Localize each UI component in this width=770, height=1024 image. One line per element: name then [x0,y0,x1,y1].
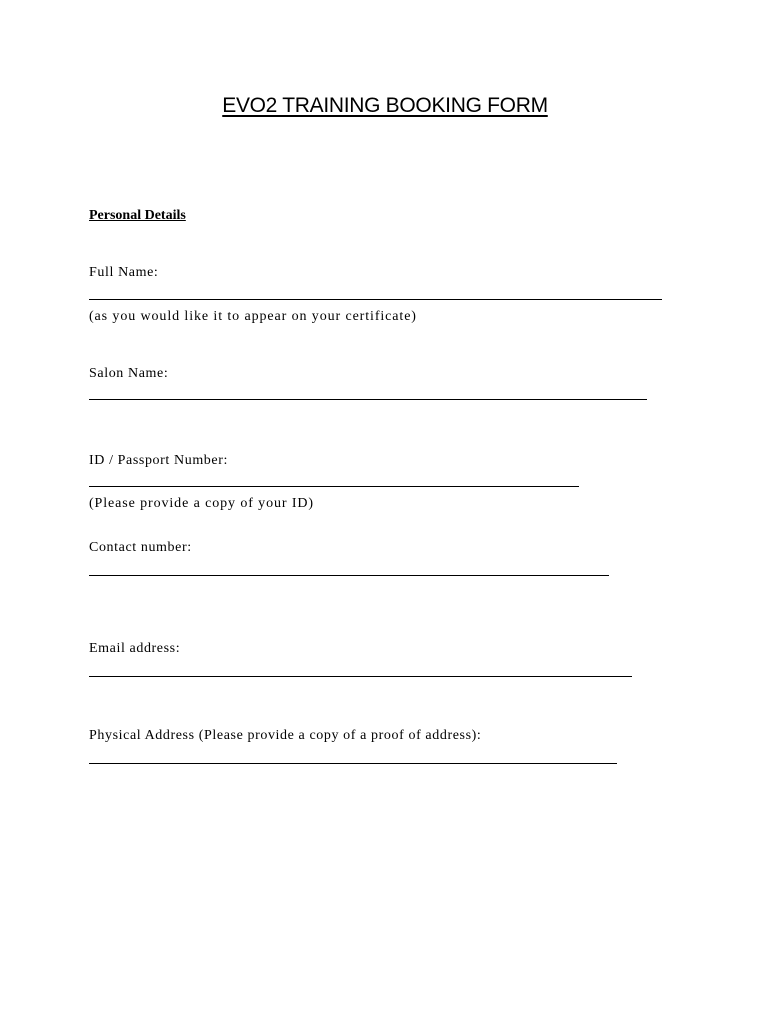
contact-number-label: Contact number: [89,540,192,555]
id-passport-note: (Please provide a copy of your ID) [89,496,314,511]
full-name-label: Full Name: [89,265,159,280]
salon-name-field[interactable] [89,399,647,400]
physical-address-label: Physical Address (Please provide a copy of a proof of address): [89,728,482,743]
form-title: EVO2 TRAINING BOOKING FORM [222,94,548,117]
id-passport-field[interactable] [89,486,579,487]
personal-details-heading: Personal Details [89,208,186,223]
full-name-field[interactable] [89,299,662,300]
salon-name-label: Salon Name: [89,366,169,381]
contact-number-field[interactable] [89,575,609,576]
full-name-note: (as you would like it to appear on your certificate) [89,309,417,324]
email-address-field[interactable] [89,676,632,677]
email-address-label: Email address: [89,641,181,656]
physical-address-field[interactable] [89,763,617,764]
id-passport-label: ID / Passport Number: [89,453,228,468]
